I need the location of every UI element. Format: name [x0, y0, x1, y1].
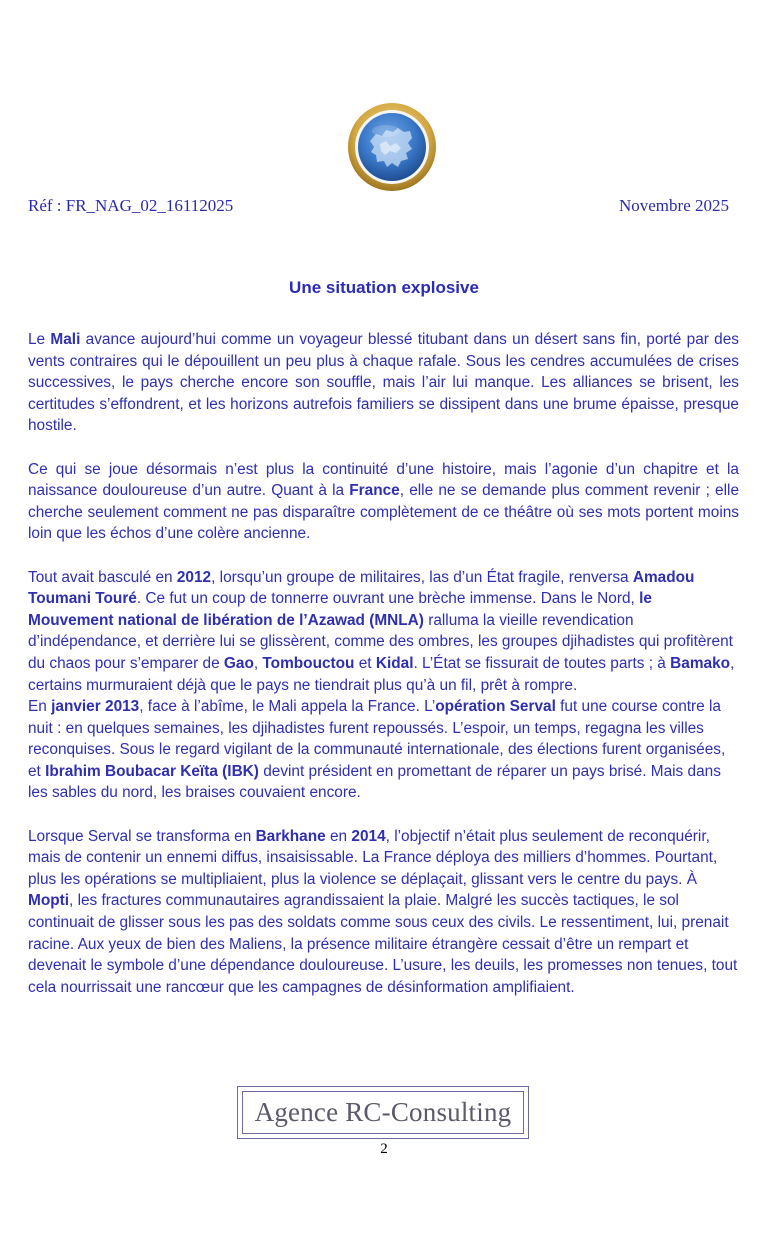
- paragraph-3: Tout avait basculé en 2012, lorsqu’un groupe de militaires, las d’un État fragile, renversa Amadou Toumani Touré. Ce fut un coup de tonnerre ouvrant une brèche immense. Dans le Nord, le Mouvement national de libération de l’Azawad (MNLA) ralluma la vieille revendication d’indépendance, et derrière lui se glissèrent, comme des ombres, les groupes djihadistes qui profitèrent du chaos pour s’emparer de Gao, Tombouctou et Kidal. L’État se fissurait de toutes parts ; à Bamako, certains murmuraient déjà que le pays ne tiendrait plus qu’à un fil, prêt à rompre.: [28, 568, 735, 694]
- agency-footer-box: [237, 1086, 529, 1139]
- document-header: [28, 196, 729, 218]
- page-number: 2: [380, 1141, 388, 1157]
- paragraph-4: En janvier 2013, face à l’abîme, le Mali appela la France. L’opération Serval fut une course contre la nuit : en quelques semaines, les djihadistes furent repoussés. L’espoir, un temps, regagna les villes reconquises. Sous le regard vigilant de la communauté internationale, des élections furent organisées, et Ibrahim Boubacar Keïta (IBK) devint président en promettant de réparer un pays brisé. Mais dans les sables du nord, les braises couvaient encore.: [28, 698, 726, 802]
- document-date: Novembre 2025: [618, 196, 729, 215]
- document-title: Une situation explosive: [289, 278, 479, 297]
- agency-name: Agence RC-Consulting: [254, 1097, 512, 1127]
- article-body: [28, 329, 739, 998]
- logo-emblem: [346, 101, 438, 193]
- paragraph-2: Ce qui se joue désormais n’est plus la continuité d’une histoire, mais l’agonie d’un chapitre et la naissance douloureuse d’un autre. Quant à la France, elle ne se demande plus comment revenir ; elle cherche seulement comment ne pas disparaître complètement de ce théâtre où ses mots portent moins loin que les échos d’une colère ancienne.: [28, 460, 739, 543]
- europe-map-emblem-icon: [346, 101, 438, 193]
- paragraph-1: Le Mali avance aujourd’hui comme un voyageur blessé titubant dans un désert sans fin, porté par des vents contraires qui le dépouillent un peu plus à chaque rafale. Sous les cendres accumulées de crises successives, le pays cherche encore son souffle, mais l’air lui manque. Les alliances se brisent, les certitudes s’effondrent, et les horizons autrefois familiers se dissipent dans une brume épaisse, presque hostile.: [28, 331, 739, 435]
- reference-number: Réf : FR_NAG_02_16112025: [28, 196, 234, 215]
- paragraph-5: Lorsque Serval se transforma en Barkhane en 2014, l’objectif n’était plus seulement de reconquérir, mais de contenir un ennemi diffus, insaisissable. La France déploya des milliers d’hommes. Pourtant, plus les opérations se multipliaient, plus la violence se déplaçait, glissant vers le centre du pays. À Mopti, les fractures communautaires agrandissaient la plaie. Malgré les succès tactiques, le sol continuait de glisser sous les pas des soldats comme sous ceux des civils. Le ressentiment, lui, prenait racine. Aux yeux de bien des Maliens, la présence militaire étrangère cessait d’être un rempart et devenait le symbole d’une dépendance douloureuse. L’usure, les deuils, les promesses non tenues, tout cela nourrissait une rancœur que les campagnes de désinformation amplifiaient.: [28, 827, 738, 996]
